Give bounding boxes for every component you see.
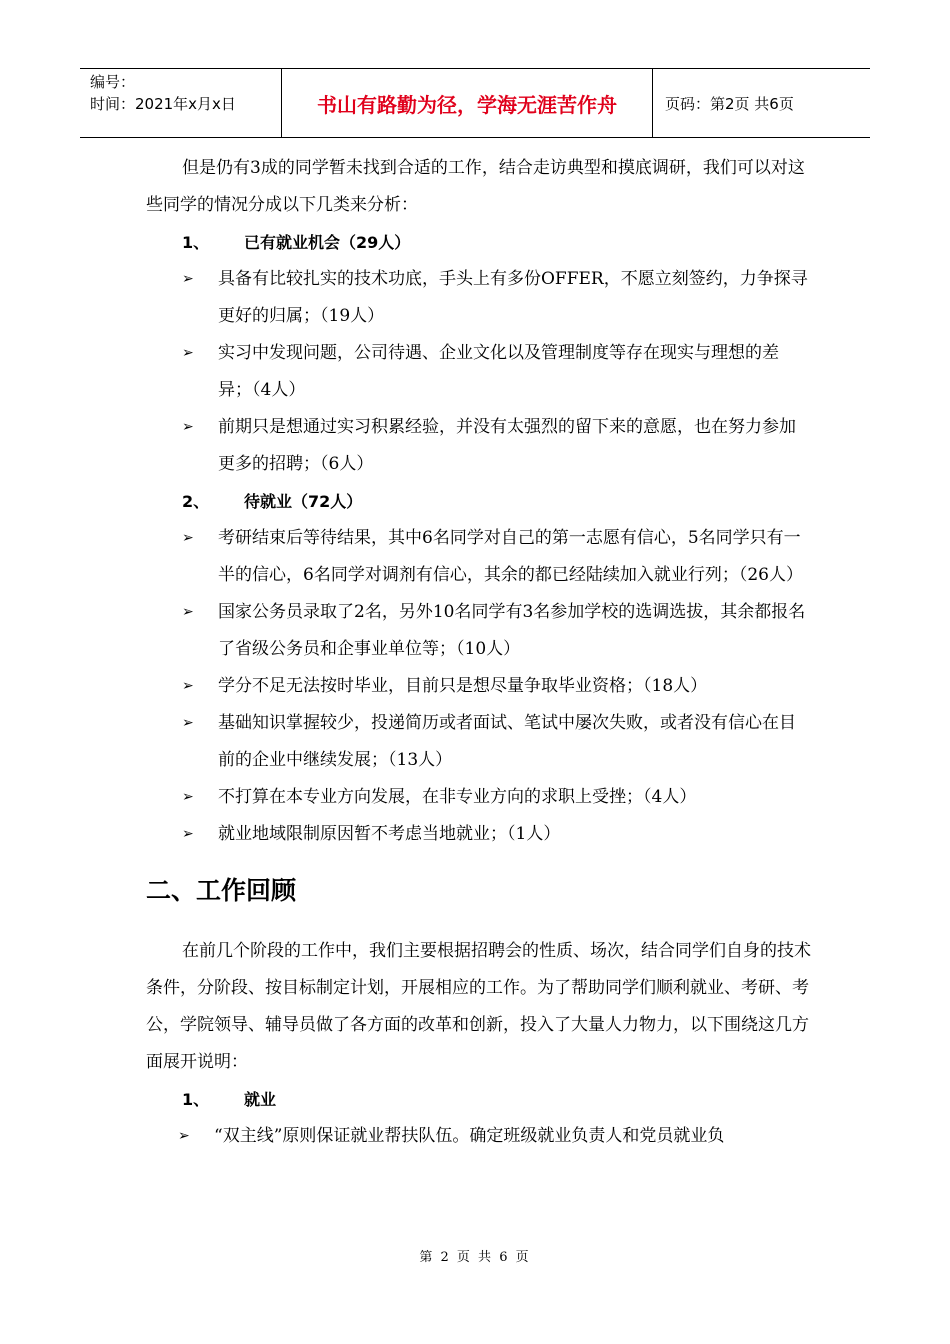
list-item-text: 考研结束后等待结果，其中6名同学对自己的第一志愿有信心，5名同学只有一半的信心，6名同学对调剂有信心，其余的都已经陆续加入就业行列；（26人） (218, 528, 803, 585)
motto: 书山有路勤为径，学海无涯苦作舟 (282, 69, 653, 137)
time-label: 时间：2021年x月x日 (90, 95, 236, 113)
page-footer: 第 2 页 共 6 页 (419, 1250, 531, 1265)
header-table (80, 68, 870, 138)
arrowhead-bullet-icon: ➢ (182, 271, 194, 287)
list-item (146, 594, 811, 668)
list-item (146, 668, 811, 705)
list-item-text: 基础知识掌握较少，投递简历或者面试、笔试中屡次失败，或者没有信心在目前的企业中继续发展；（13人） (218, 713, 796, 770)
employment-heading (146, 1081, 811, 1118)
arrowhead-bullet-icon: ➢ (182, 789, 194, 805)
group2-heading (146, 483, 811, 520)
list-item-text: “双主线”原则保证就业帮扶队伍。确定班级就业负责人和党员就业负 (214, 1126, 725, 1146)
arrowhead-bullet-icon: ➢ (182, 530, 194, 546)
number-label: 编号： (90, 73, 136, 91)
arrowhead-bullet-icon: ➢ (182, 826, 194, 842)
group2-number: 2、 (182, 492, 210, 511)
list-item (146, 1118, 811, 1155)
employment-number: 1、 (182, 1090, 210, 1109)
intro-paragraph: 但是仍有3成的同学暂未找到合适的工作，结合走访典型和摸底调研，我们可以对这些同学的情况分成以下几类来分析： (146, 158, 805, 215)
employment-title: 就业 (244, 1090, 277, 1109)
list-item-text: 学分不足无法按时毕业，目前只是想尽量争取毕业资格；（18人） (218, 676, 708, 696)
list-item-text: 国家公务员录取了2名，另外10名同学有3名参加学校的选调选拔，其余都报名了省级公务员和企事业单位等；（10人） (218, 602, 806, 659)
list-item (146, 261, 811, 335)
list-item (146, 335, 811, 409)
arrowhead-bullet-icon: ➢ (182, 345, 194, 361)
group1-title: 已有就业机会（29人） (244, 233, 411, 252)
list-item-text: 前期只是想通过实习积累经验，并没有太强烈的留下来的意愿，也在努力参加更多的招聘；（6人） (218, 417, 796, 474)
header-meta (80, 69, 282, 137)
list-item-text: 就业地域限制原因暂不考虑当地就业；（1人） (218, 824, 561, 844)
arrowhead-bullet-icon: ➢ (182, 604, 194, 620)
section-heading: 二、工作回顾 (146, 876, 297, 905)
group1-heading (146, 224, 811, 261)
list-item (146, 816, 811, 853)
group2-title: 待就业（72人） (244, 492, 363, 511)
list-item (146, 520, 811, 594)
group1-number: 1、 (182, 233, 210, 252)
arrowhead-bullet-icon: ➢ (182, 678, 194, 694)
list-item-text: 实习中发现问题，公司待遇、企业文化以及管理制度等存在现实与理想的差异；（4人） (218, 343, 779, 400)
page-info: 页码：第2页 共6页 (665, 94, 794, 113)
list-item-text: 不打算在本专业方向发展，在非专业方向的求职上受挫；（4人） (218, 787, 697, 807)
arrowhead-bullet-icon: ➢ (182, 715, 194, 731)
arrowhead-bullet-icon: ➢ (182, 419, 194, 435)
document-body (146, 150, 811, 1155)
arrowhead-bullet-icon: ➢ (178, 1128, 190, 1144)
review-paragraph: 在前几个阶段的工作中，我们主要根据招聘会的性质、场次，结合同学们自身的技术条件，分阶段、按目标制定计划，开展相应的工作。为了帮助同学们顺利就业、考研、考公，学院领导、辅导员做了各方面的改革和创新，投入了大量人力物力，以下围绕这几方面展开说明： (146, 941, 811, 1072)
list-item (146, 409, 811, 483)
list-item (146, 779, 811, 816)
list-item-text: 具备有比较扎实的技术功底，手头上有多份OFFER，不愿立刻签约，力争探寻更好的归属；（19人） (218, 269, 808, 326)
list-item (146, 705, 811, 779)
